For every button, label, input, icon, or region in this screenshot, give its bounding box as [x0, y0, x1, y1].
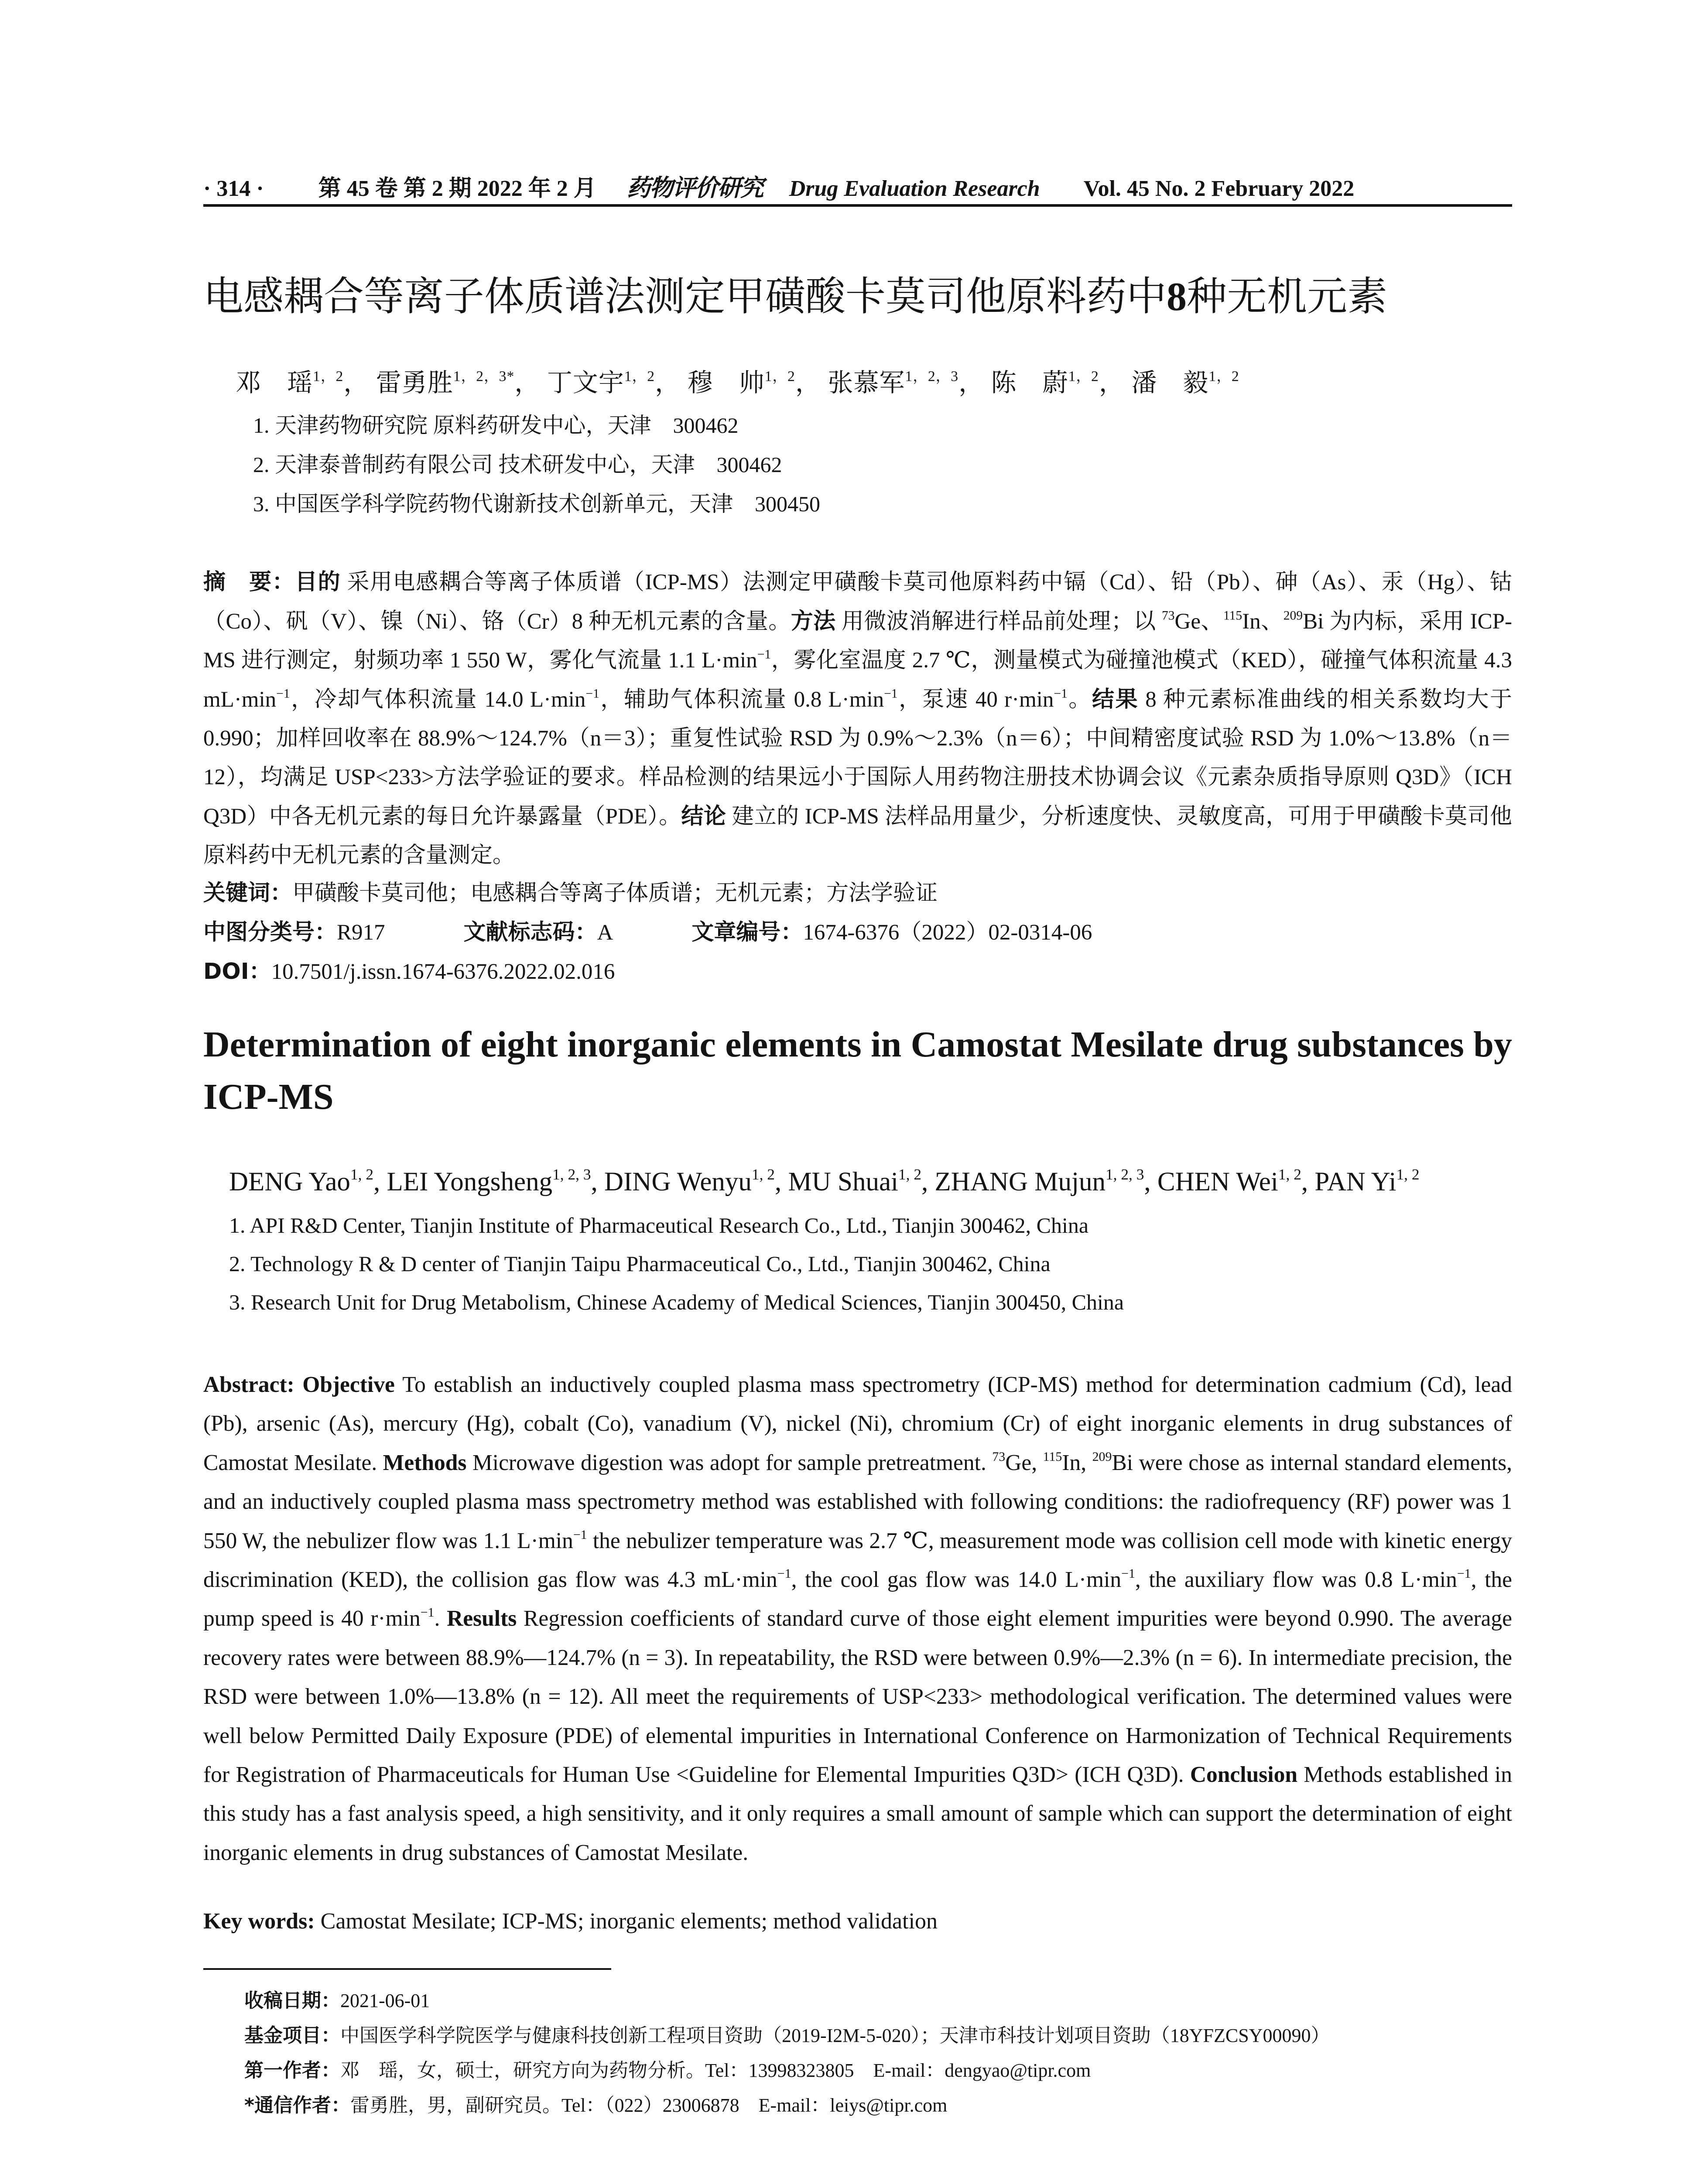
- footnote-received: 收稿日期：2021-06-01: [244, 1990, 430, 2012]
- page-number: · 314 ·: [203, 176, 264, 201]
- keywords-cn: 关键词：甲磺酸卡莫司他；电感耦合等离子体质谱；无机元素；方法学验证: [203, 880, 938, 906]
- volume-en: Vol. 45 No. 2 February 2022: [1083, 176, 1355, 201]
- author-en: DENG Yao$^{1, 2}$: [229, 1166, 373, 1196]
- footnote-first-author: 第一作者：邓 瑶，女，硕士，研究方向为药物分析。Tel：13998323805 E-mail：dengyao@tipr.com: [244, 2059, 1091, 2082]
- authors-en: DENG Yao$^{1, 2}$, LEI Yongsheng$^{1, 2, 3}$, DING Wenyu$^{1, 2}$, MU Shuai$^{1, 2}$, ZHANG Mujun$^{1, 2, 3}$, CHEN Wei$^{1, 2}$, PAN Yi$^{1, 2}$: [229, 1166, 1420, 1196]
- running-header: [203, 169, 1512, 204]
- author-cn: 雷勇胜$^{1,2,3*}$: [376, 368, 515, 397]
- affiliation-en: 1. API R&D Center, Tianjin Institute of Pharmaceutical Research Co., Ltd., Tianjin 300462, China: [229, 1213, 1089, 1237]
- title-cn: 电感耦合等离子体质谱法测定甲磺酸卡莫司他原料药中8种无机元素: [203, 273, 1388, 320]
- journal-logo-cn: 药物评价研究: [626, 174, 763, 202]
- author-cn: 穆 帅$^{1,2}$: [687, 368, 795, 397]
- author-en: MU Shuai$^{1, 2}$: [788, 1166, 922, 1196]
- affiliation-en: 3. Research Unit for Drug Metabolism, Chinese Academy of Medical Sciences, Tianjin 300450, China: [229, 1290, 1124, 1314]
- footnote-rule: [203, 1968, 611, 1970]
- author-en: LEI Yongsheng$^{1, 2, 3}$: [387, 1166, 591, 1196]
- affiliation-cn: 3. 中国医学科学院药物代谢新技术创新单元，天津 300450: [253, 492, 820, 516]
- author-cn: 张慕军$^{1,2,3}$: [828, 368, 959, 397]
- abstract-en: Abstract: Objective To establish an inductively coupled plasma mass spectrometry (ICP-MS) method for determination cadmium (Cd), lead (Pb), arsenic (As), mercury (Hg), cobalt (Co), vanadium (V), nickel (Ni), chromium (Cr) of eight inorganic elements in drug substances of Camostat Mesilate. Methods Microwave digestion was adopt for sample pretreatment. $^{73}$Ge, $^{115}$In, $^{209}$Bi were chose as internal standard elements, and an inductively coupled plasma mass spectrometry method was established with following conditions: the radiofrequency (RF) power was 1 550 W, the nebulizer flow was 1.1 $L\cdot\min^{-1}$ the nebulizer temperature was 2.7 ℃, measurement mode was collision cell mode with kinetic energy discrimination (KED), the collision gas flow was 4.3 $mL\cdot\min^{-1}$, the cool gas flow was 14.0 $L\cdot\min^{-1}$, the auxiliary flow was 0.8 $L\cdot\min^{-1}$, the pump speed is 40 $r\cdot\min^{-1}$. Results Regression coefficients of standard curve of those eight element impurities were beyond 0.990. The average recovery rates were between 88.9%—124.7% (n = 3). In repeatability, the RSD were between 0.9%—2.3% (n = 6). In intermediate precision, the RSD were between 1.0%—13.8% (n = 12). All meet the requirements of USP<233> methodological verification. The determined values were well below Permitted Daily Exposure (PDE) of elemental impurities in International Conference on Harmonization of Technical Requirements for Registration of Pharmaceuticals for Human Use <Guideline for Elemental Impurities Q3D> (ICH Q3D). Conclusion Methods established in this study has a fast analysis speed, a high sensitivity, and it only requires a small amount of sample which can support the determination of eight inorganic elements in drug substances of Camostat Mesilate.: [203, 1372, 1513, 1865]
- affiliation-en: 2. Technology R & D center of Tianjin Taipu Pharmaceutical Co., Ltd., Tianjin 300462, China: [229, 1251, 1051, 1276]
- abstract-cn: 摘 要：目的 采用电感耦合等离子体质谱（ICP-MS）法测定甲磺酸卡莫司他原料药中镉（Cd）、铅（Pb）、砷（As）、汞（Hg）、钴（Co）、矾（V）、镍（Ni）、铬（Cr）8 种无机元素的含量。方法 用微波消解进行样品前处理；以 $^{73}$Ge、$^{115}$In、$^{209}$Bi 为内标，采用 ICP-MS 进行测定，射频功率 1 550 W，雾化气流量 1.1 $L\cdot\min^{-1}$，雾化室温度 2.7 ℃，测量模式为碰撞池模式（KED），碰撞气体积流量 4.3 $mL\cdot\min^{-1}$，冷却气体积流量 14.0 $L\cdot\min^{-1}$，辅助气体积流量 0.8 $L\cdot\min^{-1}$，泵速 40 $r\cdot\min^{-1}$。结果 8 种元素标准曲线的相关系数均大于 0.990；加样回收率在 88.9%～124.7%（n＝3）；重复性试验 RSD 为 0.9%～2.3%（n＝6）；中间精密度试验 RSD 为 1.0%～13.8%（n＝12），均满足 USP<233>方法学验证的要求。样品检测的结果远小于国际人用药物注册技术协调会议《元素杂质指导原则 Q3D》（ICH Q3D）中各无机元素的每日允许暴露量（PDE）。结论 建立的 ICP-MS 法样品用量少，分析速度快、灵敏度高，可用于甲磺酸卡莫司他原料药中无机元素的含量测定。: [203, 569, 1513, 868]
- authors-cn: 邓 瑶$^{1,2}$， 雷勇胜$^{1,2,3*}$， 丁文宇$^{1,2}$， 穆 帅$^{1,2}$， 张慕军$^{1,2,3}$， 陈 蔚$^{1,2}$， 潘 毅$^{1,2}$: [236, 368, 1239, 397]
- author-cn: 陈 蔚$^{1,2}$: [991, 368, 1099, 397]
- doi: DOI：10.7501/j.issn.1674-6376.2022.02.016: [203, 959, 615, 985]
- keywords-en: Key words: Camostat Mesilate; ICP-MS; inorganic elements; method validation: [203, 1909, 938, 1934]
- classification-line: 中图分类号：R917 文献标志码：A 文章编号：1674-6376（2022）02-0314-06: [203, 920, 1092, 945]
- author-cn: 丁文宇$^{1,2}$: [547, 368, 655, 397]
- title-en: Determination of eight inorganic elements in Camostat Mesilate drug substances by ICP-MS: [203, 1024, 1512, 1117]
- footnote-corresponding-author: *通信作者：雷勇胜，男，副研究员。Tel：（022）23006878 E-mail：leiys@tipr.com: [244, 2094, 948, 2116]
- author-cn: 邓 瑶$^{1,2}$: [236, 368, 344, 397]
- author-cn: 潘 毅$^{1,2}$: [1131, 368, 1239, 397]
- journal-name-en: Drug Evaluation Research: [789, 176, 1040, 201]
- author-en: PAN Yi$^{1, 2}$: [1314, 1166, 1420, 1196]
- affiliation-cn: 2. 天津泰普制药有限公司 技术研发中心，天津 300462: [253, 452, 782, 477]
- volume-cn: 第 45 卷 第 2 期 2022 年 2 月: [318, 176, 596, 201]
- author-en: CHEN Wei$^{1, 2}$: [1157, 1166, 1301, 1196]
- header-rule: [203, 204, 1512, 207]
- author-en: DING Wenyu$^{1, 2}$: [604, 1166, 775, 1196]
- author-en: ZHANG Mujun$^{1, 2, 3}$: [934, 1166, 1144, 1196]
- footnote-funding: 基金项目：中国医学科学院医学与健康科技创新工程项目资助（2019-I2M-5-020）；天津市科技计划项目资助（18YFZCSY00090）: [244, 2024, 1330, 2047]
- affiliation-cn: 1. 天津药物研究院 原料药研发中心，天津 300462: [253, 413, 739, 438]
